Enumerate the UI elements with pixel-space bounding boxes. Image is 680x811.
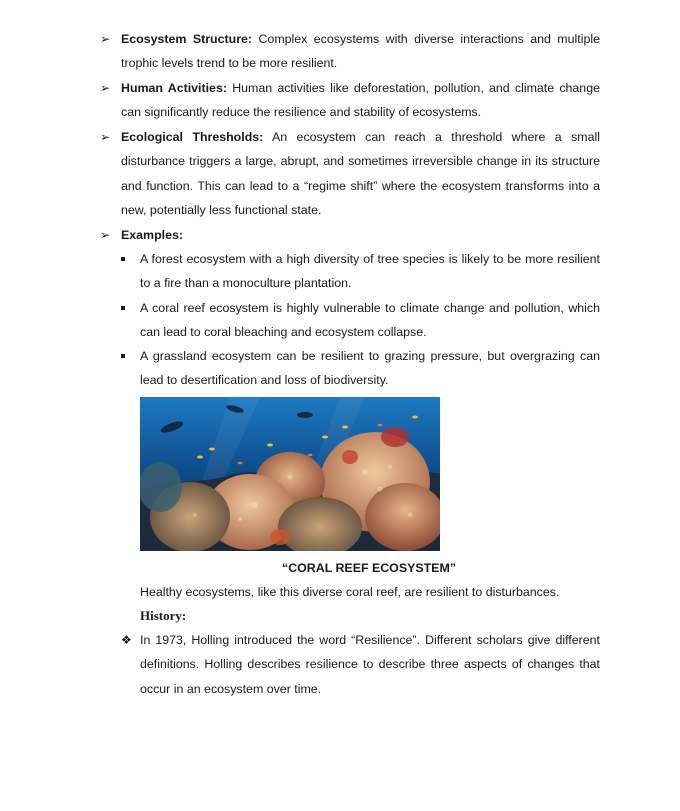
- figure-note: [140, 580, 600, 604]
- square-bullet-icon: [121, 306, 125, 310]
- diamond-bullet-icon: ❖: [121, 633, 132, 647]
- item-text: Human activities like deforestation, pollution, and climate change can significantly reduce the resilience and stability of ecosystems.: [121, 81, 600, 120]
- item-label: Examples:: [121, 228, 183, 242]
- figure-note-text: Healthy ecosystems, like this diverse coral reef, are resilient to disturbances.: [140, 585, 560, 599]
- history-text: In 1973, Holling introduced the word “Resilience”. Different scholars give different definitions. Holling describes resilience to describe three aspects of changes that occur in an ecosystem over time.: [140, 633, 600, 696]
- ecological-thresholds-item: [121, 125, 600, 223]
- ecosystem-structure-item: [121, 27, 600, 76]
- example-coral-reef: [140, 296, 600, 345]
- example-text: A grassland ecosystem can be resilient to grazing pressure, but overgrazing can lead to desertification and loss of biodiversity.: [140, 349, 600, 388]
- arrow-bullet-icon: ➢: [100, 130, 111, 144]
- item-text: An ecosystem can reach a threshold where a small disturbance triggers a large, abrupt, and sometimes irreversible change in its structure and function. This can lead to a “regime shift” where the ecosystem transforms into a new, potentially less functional state.: [121, 130, 600, 218]
- coral-reef-photo: [140, 397, 440, 551]
- item-label: Human Activities:: [121, 81, 227, 95]
- example-text: A forest ecosystem with a high diversity of tree species is likely to be more resilient to a fire than a monoculture plantation.: [140, 252, 600, 291]
- square-bullet-icon: [121, 354, 125, 358]
- item-label: Ecosystem Structure:: [121, 32, 253, 46]
- arrow-bullet-icon: ➢: [100, 81, 111, 95]
- human-activities-item: [121, 76, 600, 125]
- figure-caption: “CORAL REEF ECOSYSTEM”: [282, 561, 456, 575]
- example-text: A coral reef ecosystem is highly vulnerable to climate change and pollution, which can lead to coral bleaching and ecosystem collapse.: [140, 301, 600, 340]
- item-label: Ecological Thresholds:: [121, 130, 264, 144]
- coral-reef-illustration: [140, 397, 440, 551]
- item-text: Complex ecosystems with diverse interactions and multiple trophic levels trend to be more resilient.: [121, 32, 600, 71]
- example-forest: [140, 247, 600, 296]
- square-bullet-icon: [121, 257, 125, 261]
- example-grassland: [140, 344, 600, 393]
- history-heading: History:: [140, 608, 187, 623]
- history-item: [140, 628, 600, 701]
- arrow-bullet-icon: ➢: [100, 228, 111, 242]
- examples-heading: [121, 223, 600, 247]
- arrow-bullet-icon: ➢: [100, 32, 111, 46]
